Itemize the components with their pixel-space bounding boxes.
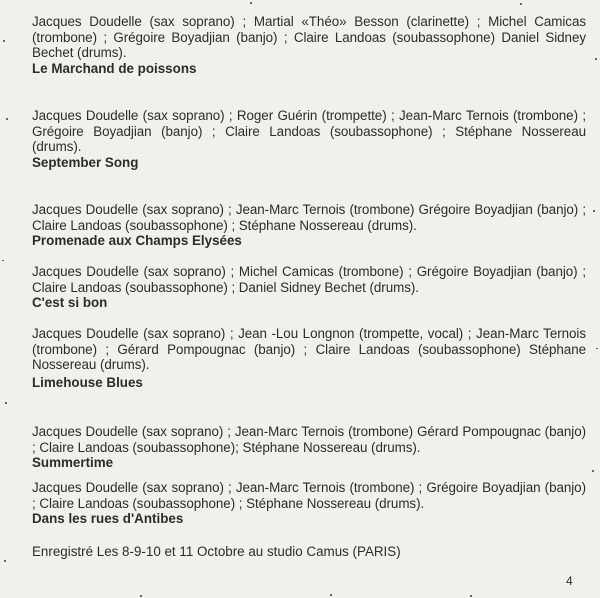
paper-speckle	[3, 40, 5, 42]
paper-speckle	[2, 260, 4, 261]
track-entry	[32, 264, 586, 311]
paper-speckle	[470, 595, 472, 597]
track-title: C'est si bon	[32, 295, 108, 310]
personnel-text: Jacques Doudelle (sax soprano) ; Jean-Marc Ternois (trombone) ; Grégoire Boyadjian (banjo) ; Claire Landoas (soubassophone) ; Stéphane Nossereau (drums).	[32, 480, 586, 511]
paper-speckle	[592, 470, 594, 472]
paper-speckle	[595, 58, 597, 60]
paper-speckle	[330, 594, 332, 596]
recording-note: Enregistré Les 8-9-10 et 11 Octobre au studio Camus (PARIS)	[32, 544, 401, 559]
track-entry	[32, 108, 586, 170]
track-title: Dans les rues d'Antibes	[32, 511, 184, 526]
track-title: Le Marchand de poissons	[32, 60, 197, 76]
track-entry	[32, 480, 586, 527]
track-entry	[32, 14, 586, 76]
personnel-text: Jacques Doudelle (sax soprano) ; Martial «Théo» Besson (clarinette) ; Michel Camicas (trombone) ; Grégoire Boyadjian (banjo) ; Claire Landoas (soubassophone) Daniel Sidney Bechet (drums).	[32, 14, 586, 60]
track-title: Promenade aux Champs Elysées	[32, 233, 242, 248]
paper-speckle	[4, 560, 6, 562]
personnel-text: Jacques Doudelle (sax soprano) ; Jean-Marc Ternois (trombone) Grégoire Boyadjian (banjo) ; Claire Landoas (soubassophone) ; Stéphane Nossereau (drums).	[32, 202, 586, 233]
track-entry	[32, 202, 586, 249]
track-title: Summertime	[32, 455, 114, 470]
personnel-text: Jacques Doudelle (sax soprano) ; Roger Guérin (trompette) ; Jean-Marc Ternois (trombone) ; Grégoire Boyadjian (banjo) ; Claire Landoas (soubassophone) ; Stéphane Nossereau (drums).	[32, 108, 586, 154]
paper-speckle	[520, 3, 522, 5]
paper-speckle	[5, 402, 7, 404]
paper-speckle	[250, 2, 252, 4]
page-number: 4	[566, 574, 573, 588]
track-entry	[32, 424, 586, 471]
paper-speckle	[596, 348, 598, 349]
personnel-text: Jacques Doudelle (sax soprano) ; Jean -Lou Longnon (trompette, vocal) ; Jean-Marc Ternois (trombone) ; Gérard Pompougnac (banjo) ; Claire Landoas (soubassophone) Stéphane Nossereau (drums).	[32, 326, 586, 372]
track-entry	[32, 326, 586, 390]
track-title: Limehouse Blues	[32, 374, 143, 390]
paper-speckle	[6, 118, 8, 120]
paper-speckle	[593, 210, 595, 212]
personnel-text: Jacques Doudelle (sax soprano) ; Michel Camicas (trombone) ; Grégoire Boyadjian (banjo) ; Claire Landoas (soubassophone) ; Daniel Sidney Bechet (drums).	[32, 264, 586, 295]
personnel-text: Jacques Doudelle (sax soprano) ; Jean-Marc Ternois (trombone) Gérard Pompougnac (banjo) ; Claire Landoas (soubassophone); Stéphane Nossereau (drums).	[32, 424, 586, 455]
paper-speckle	[140, 595, 142, 597]
track-title: September Song	[32, 154, 139, 170]
